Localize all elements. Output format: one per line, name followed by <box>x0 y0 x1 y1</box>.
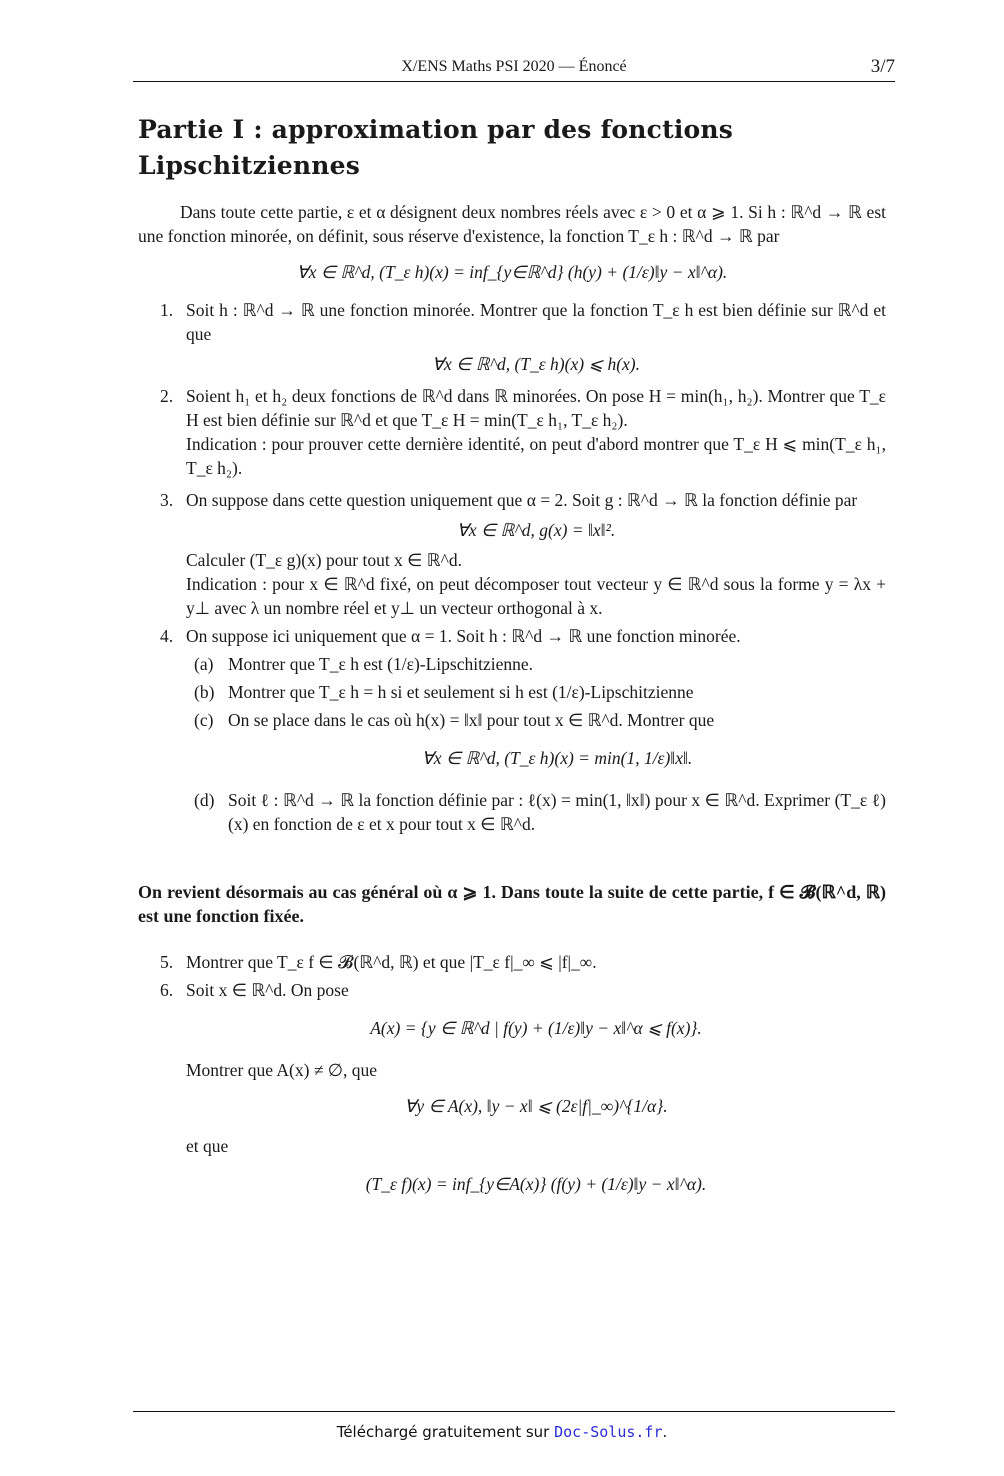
subquestion-label: (b) <box>194 682 215 702</box>
question-text-3: et que <box>186 1136 229 1156</box>
question-5 <box>138 950 886 974</box>
subquestion-text: Montrer que T_ε h = h si et seulement si h est (1/ε)-Lipschitzienne <box>228 682 694 702</box>
question-number: 6. <box>160 980 174 1000</box>
question-text: Soit h : ℝ^d → ℝ une fonction minorée. Montrer que la fonction T_ε h est bien définie sur ℝ^d et que <box>186 300 886 344</box>
question-number: 2. <box>160 386 174 406</box>
subquestion-label: (d) <box>194 790 215 810</box>
question-text-2: Montrer que A(x) ≠ ∅, que <box>186 1060 378 1080</box>
question-3 <box>138 488 886 620</box>
subquestion-c <box>186 708 886 770</box>
page-body <box>138 200 886 1204</box>
question-text: Soient h₁ et h₂ deux fonctions de ℝ^d dans ℝ minorées. On pose H = min(h₁, h₂). Montrer que T_ε H est bien définie sur ℝ^d et que T_ε H = min(T_ε h₁, T_ε h₂). <box>186 386 886 430</box>
question-2 <box>138 384 886 480</box>
footer-link[interactable]: Doc-Solus.fr <box>554 1423 663 1441</box>
page-footer <box>0 1423 1004 1441</box>
page-number: 3/7 <box>870 56 895 77</box>
question-formula: ∀x ∈ ℝ^d, g(x) = ‖x‖². <box>456 520 616 540</box>
question-text: On suppose ici uniquement que α = 1. Soit h : ℝ^d → ℝ une fonction minorée. <box>186 626 741 646</box>
question-6 <box>138 978 886 1196</box>
header-title: X/ENS Maths PSI 2020 — Énoncé <box>401 58 627 75</box>
header-rule <box>133 81 895 82</box>
intro-paragraph: Dans toute cette partie, ε et α désignent deux nombres réels avec ε > 0 et α ⩾ 1. Si h : ℝ^d → ℝ est une fonction minorée, on définit, sous réserve d'existence, la fonction T_ε h : ℝ^d → ℝ par <box>138 202 886 246</box>
subquestion-d <box>186 788 886 836</box>
question-hint: Indication : pour x ∈ ℝ^d fixé, on peut décomposer tout vecteur y ∈ ℝ^d sous la forme y = λx + y⊥ avec λ un nombre réel et y⊥ un vecteur orthogonal à x. <box>186 574 886 618</box>
question-4 <box>138 624 886 836</box>
subquestion-text: Soit ℓ : ℝ^d → ℝ la fonction définie par : ℓ(x) = min(1, ‖x‖) pour x ∈ ℝ^d. Exprimer (T_ε ℓ)(x) en fonction de ε et x pour tout x ∈ ℝ^d. <box>228 790 886 834</box>
question-1 <box>138 298 886 376</box>
question-formula-3: (T_ε f)(x) = inf_{y∈A(x)} (f(y) + (1/ε)‖y − x‖^α). <box>365 1174 707 1194</box>
footer-suffix: . <box>662 1423 668 1441</box>
subquestion-text: On se place dans le cas où h(x) = ‖x‖ pour tout x ∈ ℝ^d. Montrer que <box>228 710 715 730</box>
question-formula: ∀x ∈ ℝ^d, (T_ε h)(x) ⩽ h(x). <box>431 354 641 374</box>
definition-formula: ∀x ∈ ℝ^d, (T_ε h)(x) = inf_{y∈ℝ^d} (h(y) + (1/ε)‖y − x‖^α). <box>296 262 728 282</box>
subquestion-label: (a) <box>194 654 214 674</box>
question-number: 3. <box>160 490 174 510</box>
question-text: Montrer que T_ε f ∈ 𝓑(ℝ^d, ℝ) et que |T_ε f|_∞ ⩽ |f|_∞. <box>186 952 597 972</box>
subquestion-text: Montrer que T_ε h est (1/ε)-Lipschitzienne. <box>228 654 533 674</box>
subquestion-formula: ∀x ∈ ℝ^d, (T_ε h)(x) = min(1, 1/ε)‖x‖. <box>421 748 693 768</box>
question-text: On suppose dans cette question uniquement que α = 2. Soit g : ℝ^d → ℝ la fonction définie par <box>186 490 858 510</box>
general-case-paragraph: On revient désormais au cas général où α ⩾ 1. Dans toute la suite de cette partie, f ∈ 𝓑(ℝ^d, ℝ) est une fonction fixée. <box>138 882 886 926</box>
question-list-2 <box>138 950 886 1196</box>
subquestion-list <box>186 652 886 836</box>
section-title: Partie I : approximation par des fonctions Lipschitziennes <box>138 115 734 180</box>
subquestion-a <box>186 652 886 676</box>
question-list <box>138 298 886 836</box>
page-header <box>133 56 895 82</box>
question-text: Soit x ∈ ℝ^d. On pose <box>186 980 349 1000</box>
question-number: 1. <box>160 300 174 320</box>
question-hint: Indication : pour prouver cette dernière identité, on peut d'abord montrer que T_ε H ⩽ min(T_ε h₁, T_ε h₂). <box>186 434 886 478</box>
question-number: 4. <box>160 626 174 646</box>
footer-rule <box>133 1411 895 1412</box>
question-formula-1: A(x) = {y ∈ ℝ^d | f(y) + (1/ε)‖y − x‖^α ⩽ f(x)}. <box>370 1018 702 1038</box>
question-number: 5. <box>160 952 174 972</box>
question-ask: Calculer (T_ε g)(x) pour tout x ∈ ℝ^d. <box>186 550 462 570</box>
subquestion-b <box>186 680 886 704</box>
footer-prefix: Téléchargé gratuitement sur <box>336 1423 550 1441</box>
subquestion-label: (c) <box>194 710 214 730</box>
question-formula-2: ∀y ∈ A(x), ‖y − x‖ ⩽ (2ε|f|_∞)^{1/α}. <box>404 1096 668 1116</box>
